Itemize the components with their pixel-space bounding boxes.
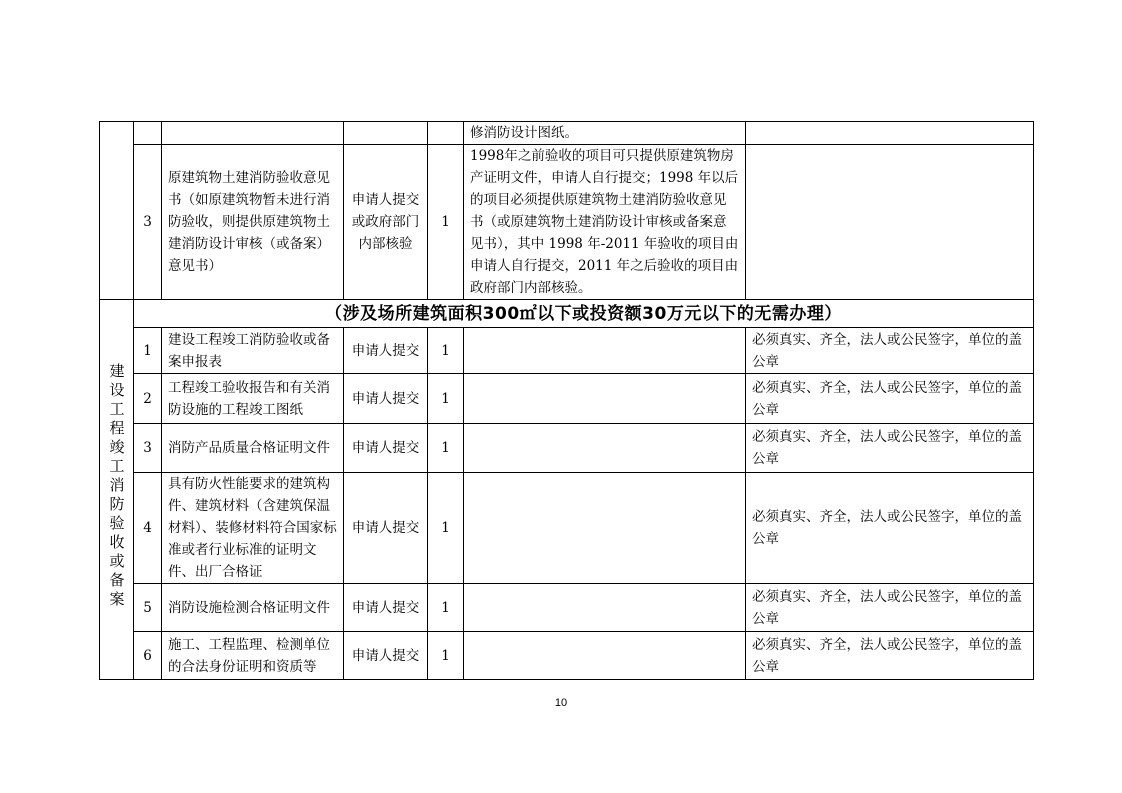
item-source — [344, 122, 428, 145]
item-note — [464, 328, 746, 374]
item-note: 修消防设计图纸。 — [464, 122, 746, 145]
item-source: 申请人提交 — [344, 424, 428, 473]
item-note — [464, 473, 746, 584]
item-note — [464, 374, 746, 424]
item-name: 消防产品质量合格证明文件 — [162, 424, 344, 473]
item-source: 申请人提交 — [344, 584, 428, 632]
table-row — [100, 122, 1034, 145]
item-requirement — [746, 122, 1034, 145]
section-header-row — [100, 300, 1034, 328]
item-count: 1 — [428, 584, 464, 632]
item-source: 申请人提交 — [344, 328, 428, 374]
item-source: 申请人提交 — [344, 473, 428, 584]
item-note — [464, 424, 746, 473]
table-row — [100, 424, 1034, 473]
requirements-table — [99, 121, 1034, 680]
item-requirement: 必须真实、齐全，法人或公民签字，单位的盖公章 — [746, 473, 1034, 584]
item-name — [162, 122, 344, 145]
table-row — [100, 374, 1034, 424]
item-requirement: 必须真实、齐全，法人或公民签字，单位的盖公章 — [746, 374, 1034, 424]
item-source: 申请人提交或政府部门内部核验 — [344, 145, 428, 300]
item-requirement: 必须真实、齐全，法人或公民签字，单位的盖公章 — [746, 328, 1034, 374]
item-requirement: 必须真实、齐全，法人或公民签字，单位的盖公章 — [746, 632, 1034, 680]
item-number: 4 — [134, 473, 162, 584]
item-number: 6 — [134, 632, 162, 680]
item-requirement: 必须真实、齐全，法人或公民签字，单位的盖公章 — [746, 584, 1034, 632]
item-count: 1 — [428, 632, 464, 680]
table-row — [100, 473, 1034, 584]
item-count: 1 — [428, 328, 464, 374]
item-name: 具有防火性能要求的建筑构件、建筑材料（含建筑保温材料）、装修材料符合国家标准或者行业标准的证明文件、出厂合格证 — [162, 473, 344, 584]
item-name: 消防设施检测合格证明文件 — [162, 584, 344, 632]
item-requirement — [746, 145, 1034, 300]
table-row — [100, 328, 1034, 374]
item-name: 建设工程竣工消防验收或备案申报表 — [162, 328, 344, 374]
item-number: 2 — [134, 374, 162, 424]
item-requirement: 必须真实、齐全，法人或公民签字，单位的盖公章 — [746, 424, 1034, 473]
section-header: （涉及场所建筑面积300㎡以下或投资额30万元以下的无需办理） — [134, 300, 1034, 328]
item-number: 3 — [134, 424, 162, 473]
item-count: 1 — [428, 424, 464, 473]
item-note — [464, 584, 746, 632]
item-number: 5 — [134, 584, 162, 632]
item-name: 原建筑物土建消防验收意见书（如原建筑物暂未进行消防验收，则提供原建筑物土建消防设计审核（或备案）意见书） — [162, 145, 344, 300]
item-source: 申请人提交 — [344, 632, 428, 680]
item-count: 1 — [428, 145, 464, 300]
item-name: 施工、工程监理、检测单位的合法身份证明和资质等 — [162, 632, 344, 680]
table-row — [100, 584, 1034, 632]
item-name: 工程竣工验收报告和有关消防设施的工程竣工图纸 — [162, 374, 344, 424]
table-row — [100, 632, 1034, 680]
item-number: 1 — [134, 328, 162, 374]
item-number: 3 — [134, 145, 162, 300]
item-count: 1 — [428, 473, 464, 584]
category-cell-prev — [100, 122, 134, 300]
item-count — [428, 122, 464, 145]
item-note: 1998年之前验收的项目可只提供原建筑物房产证明文件，申请人自行提交；1998 年以后的项目必须提供原建筑物土建消防验收意见书（或原建筑物土建消防设计审核或备案意见书），其中 1998 年-2011 年验收的项目由申请人自行提交，2011 年之后验收的项目由政府部门内部核验。 — [464, 145, 746, 300]
item-number — [134, 122, 162, 145]
item-note — [464, 632, 746, 680]
item-source: 申请人提交 — [344, 374, 428, 424]
table-row — [100, 145, 1034, 300]
category-label: 建设工程竣工消防验收或备案 — [107, 362, 126, 610]
item-count: 1 — [428, 374, 464, 424]
category-cell — [100, 300, 134, 680]
page-number: 10 — [554, 697, 568, 709]
